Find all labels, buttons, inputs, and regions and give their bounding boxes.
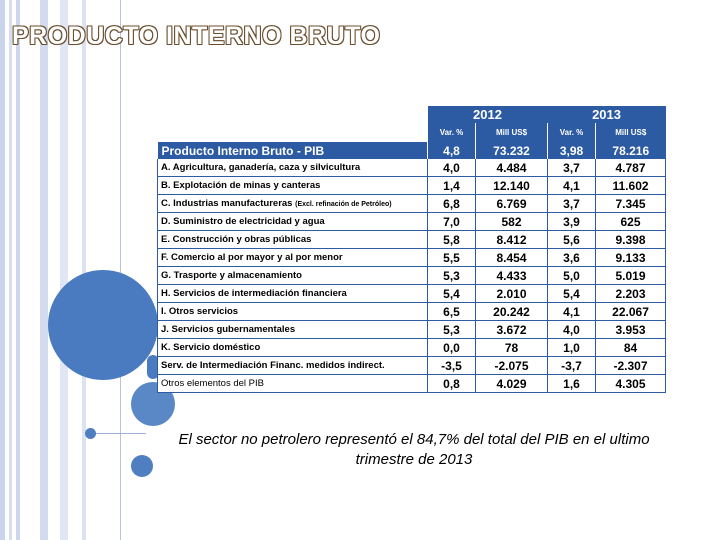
column-header: Var. % — [548, 123, 596, 142]
table-row — [158, 195, 666, 213]
cell-value: 4,8 — [428, 142, 476, 159]
cell-value: 5.019 — [596, 267, 666, 285]
decorative-line — [120, 0, 121, 540]
cell-value: 4,1 — [548, 303, 596, 321]
row-label-text: C. Industrias manufactureras — [161, 198, 293, 209]
cell-value: 3,7 — [548, 195, 596, 213]
row-label: E. Construcción y obras públicas — [158, 231, 428, 249]
cell-value: 3,9 — [548, 213, 596, 231]
cell-value: 9.133 — [596, 249, 666, 267]
cell-value: 73.232 — [476, 142, 548, 159]
cell-value: 7.345 — [596, 195, 666, 213]
cell-value: 0,0 — [428, 339, 476, 357]
column-header: Mill US$ — [476, 123, 548, 142]
cell-value: 5,4 — [548, 285, 596, 303]
row-label: Producto Interno Bruto - PIB — [158, 142, 428, 159]
cell-value: 5,8 — [428, 231, 476, 249]
cell-value: 2.010 — [476, 285, 548, 303]
cell-value: 3,6 — [548, 249, 596, 267]
table-row — [158, 231, 666, 249]
cell-value: -3,7 — [548, 357, 596, 375]
background-stripe — [40, 0, 48, 540]
cell-value: 4,0 — [548, 321, 596, 339]
cell-value: 84 — [596, 339, 666, 357]
decorative-connector — [96, 433, 146, 434]
row-label: J. Servicios gubernamentales — [158, 321, 428, 339]
cell-value: 4,1 — [548, 177, 596, 195]
row-label: F. Comercio al por mayor y al por menor — [158, 249, 428, 267]
year-header-row — [158, 106, 666, 123]
cell-value: 12.140 — [476, 177, 548, 195]
cell-value: 78.216 — [596, 142, 666, 159]
table-row — [158, 159, 666, 177]
cell-value: 4.484 — [476, 159, 548, 177]
cell-value: 5,3 — [428, 267, 476, 285]
cell-value: 5,4 — [428, 285, 476, 303]
column-header: Var. % — [428, 123, 476, 142]
row-label: G. Trasporte y almacenamiento — [158, 267, 428, 285]
table-row — [158, 285, 666, 303]
table-row — [158, 213, 666, 231]
cell-value: 4.787 — [596, 159, 666, 177]
slide-caption: El sector no petrolero representó el 84,7% del total del PIB en el ultimo trimestre de 2013 — [178, 431, 650, 468]
table-row — [158, 267, 666, 285]
cell-value: 78 — [476, 339, 548, 357]
table-row — [158, 339, 666, 357]
cell-value: 3.672 — [476, 321, 548, 339]
background-stripe — [82, 0, 86, 540]
year-header-2013: 2013 — [548, 106, 666, 123]
decorative-circle-tiny — [85, 428, 96, 439]
cell-value: 8.412 — [476, 231, 548, 249]
cell-value: 2.203 — [596, 285, 666, 303]
cell-value: 625 — [596, 213, 666, 231]
row-label: I. Otros servicios — [158, 303, 428, 321]
year-header-2012: 2012 — [428, 106, 548, 123]
background-stripe — [0, 0, 5, 540]
cell-value: 6,8 — [428, 195, 476, 213]
header-blank — [158, 106, 428, 123]
table-row — [158, 249, 666, 267]
cell-value: -2.075 — [476, 357, 548, 375]
cell-value: 4,0 — [428, 159, 476, 177]
row-label: Serv. de Intermediación Financ. medidos indirect. — [158, 357, 428, 375]
column-header: Mill US$ — [596, 123, 666, 142]
table-row — [158, 303, 666, 321]
cell-value: 5,0 — [548, 267, 596, 285]
cell-value: 22.067 — [596, 303, 666, 321]
cell-value: 4.305 — [596, 375, 666, 393]
row-label: K. Servicio doméstico — [158, 339, 428, 357]
background-stripe — [16, 0, 20, 540]
cell-value: 9.398 — [596, 231, 666, 249]
cell-value: 582 — [476, 213, 548, 231]
cell-value: 3,98 — [548, 142, 596, 159]
cell-value: 8.454 — [476, 249, 548, 267]
cell-value: 11.602 — [596, 177, 666, 195]
cell-value: 4.029 — [476, 375, 548, 393]
column-header-row — [158, 123, 666, 142]
cell-value: 3,7 — [548, 159, 596, 177]
table-row — [158, 375, 666, 393]
table-row — [158, 177, 666, 195]
cell-value: -3,5 — [428, 357, 476, 375]
table-row — [158, 357, 666, 375]
row-label-note: (Excl. refinación de Petróleo) — [295, 201, 392, 208]
cell-value: 1,4 — [428, 177, 476, 195]
cell-value: 0,8 — [428, 375, 476, 393]
table-row — [158, 321, 666, 339]
cell-value: 6.769 — [476, 195, 548, 213]
cell-value: -2.307 — [596, 357, 666, 375]
cell-value: 4.433 — [476, 267, 548, 285]
cell-value: 20.242 — [476, 303, 548, 321]
cell-value: 7,0 — [428, 213, 476, 231]
background-stripe — [9, 0, 12, 540]
cell-value: 1,6 — [548, 375, 596, 393]
row-label — [158, 195, 428, 213]
header-blank — [158, 123, 428, 142]
table-row-total — [158, 142, 666, 159]
decorative-circle-small — [131, 455, 153, 477]
cell-value: 1,0 — [548, 339, 596, 357]
cell-value: 5,5 — [428, 249, 476, 267]
cell-value: 6,5 — [428, 303, 476, 321]
gdp-table-container — [157, 106, 665, 393]
slide-title: PRODUCTO INTERNO BRUTO — [12, 22, 381, 50]
gdp-table — [157, 106, 666, 393]
decorative-circle-large — [48, 270, 158, 380]
row-label: A. Agricultura, ganadería, caza y silvicultura — [158, 159, 428, 177]
row-label: D. Suministro de electricidad y agua — [158, 213, 428, 231]
cell-value: 5,3 — [428, 321, 476, 339]
row-label: B. Explotación de minas y canteras — [158, 177, 428, 195]
cell-value: 5,6 — [548, 231, 596, 249]
cell-value: 3.953 — [596, 321, 666, 339]
background-stripe — [60, 0, 68, 540]
row-label: Otros elementos del PIB — [158, 375, 428, 393]
row-label: H. Servicios de intermediación financiera — [158, 285, 428, 303]
